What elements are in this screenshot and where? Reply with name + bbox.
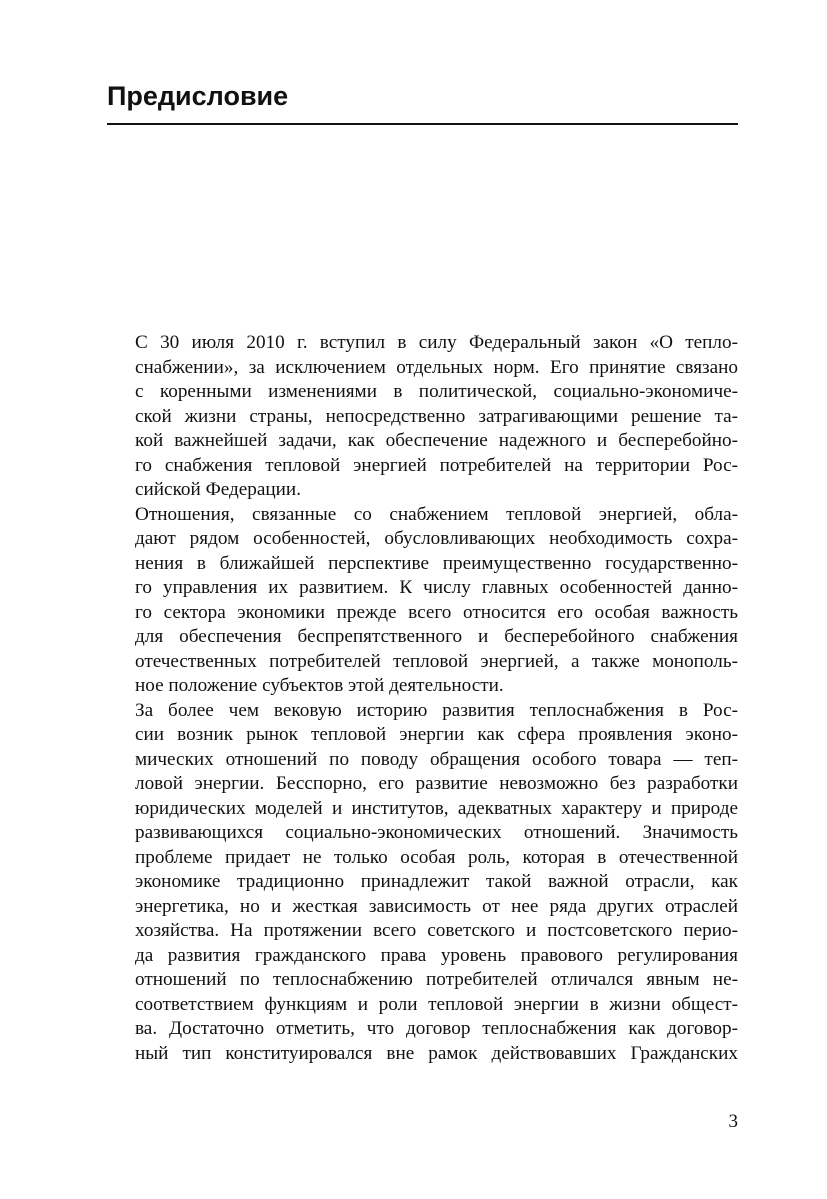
text-line: мических отношений по поводу обращения особого товара — теп- xyxy=(135,748,738,770)
text-line: отечественных потребителей тепловой энергией, а также монополь- xyxy=(135,650,738,672)
text-line: ской жизни страны, непосредственно затрагивающими решение та- xyxy=(135,405,738,427)
text-line: снабжении», за исключением отдельных норм. Его принятие связано xyxy=(135,356,738,378)
text-line: хозяйства. На протяжении всего советского и постсоветского перио- xyxy=(135,920,738,941)
text-line: экономике традиционно принадлежит такой важной отрасли, как xyxy=(135,871,738,892)
text-line: отношений по теплоснабжению потребителей отличался явным не- xyxy=(135,969,738,990)
text-line: проблеме придает не только особая роль, которая в отечественной xyxy=(135,846,738,868)
text-line: го сектора экономики прежде всего относится его особая важность xyxy=(135,601,738,623)
page-number: 3 xyxy=(728,1111,738,1132)
body-text xyxy=(107,331,738,1066)
text-line: кой важнейшей задачи, как обеспечение надежного и бесперебойно- xyxy=(135,430,738,451)
text-line: развивающихся социально-экономических отношений. Значимость xyxy=(135,822,738,843)
text-line: дают рядом особенностей, обусловливающих необходимость сохра- xyxy=(135,528,738,549)
text-line: За более чем вековую историю развития теплоснабжения в Рос- xyxy=(135,699,738,721)
title-divider xyxy=(107,123,738,125)
text-line: ный тип конституировался вне рамок действовавших Гражданских xyxy=(135,1042,738,1064)
text-line: с коренными изменениями в политической, социально-экономиче- xyxy=(135,381,738,402)
text-line: Отношения, связанные со снабжением тепловой энергией, обла- xyxy=(135,503,738,525)
text-line: юридических моделей и институтов, адекватных характеру и природе xyxy=(135,797,738,819)
text-line: С 30 июля 2010 г. вступил в силу Федеральный закон «О тепло- xyxy=(135,332,738,353)
text-line: сии возник рынок тепловой энергии как сфера проявления эконо- xyxy=(135,724,738,745)
text-line: го снабжения тепловой энергией потребителей на территории Рос- xyxy=(135,454,738,476)
text-line: сийской Федерации. xyxy=(135,479,301,500)
text-line: нения в ближайшей перспективе преимущественно государственно- xyxy=(135,552,738,574)
paragraph-3 xyxy=(107,699,738,1067)
text-line: ловой энергии. Бесспорно, его развитие невозможно без разработки xyxy=(135,773,738,794)
text-line: да развития гражданского права уровень правового регулирования xyxy=(135,944,738,966)
page-title: Предисловие xyxy=(107,81,289,111)
text-line: энергетика, но и жесткая зависимость от нее ряда других отраслей xyxy=(135,895,738,917)
text-line: го управления их развитием. К числу главных особенностей данно- xyxy=(135,577,738,598)
text-line: ва. Достаточно отметить, что договор теплоснабжения как договор- xyxy=(135,1018,738,1039)
text-line: для обеспечения беспрепятственного и бесперебойного снабжения xyxy=(135,626,738,647)
paragraph-1 xyxy=(107,331,738,503)
text-line: соответствием функциям и роли тепловой энергии в жизни общест- xyxy=(135,993,738,1015)
paragraph-2 xyxy=(107,503,738,699)
text-line: ное положение субъектов этой деятельности. xyxy=(135,675,504,696)
